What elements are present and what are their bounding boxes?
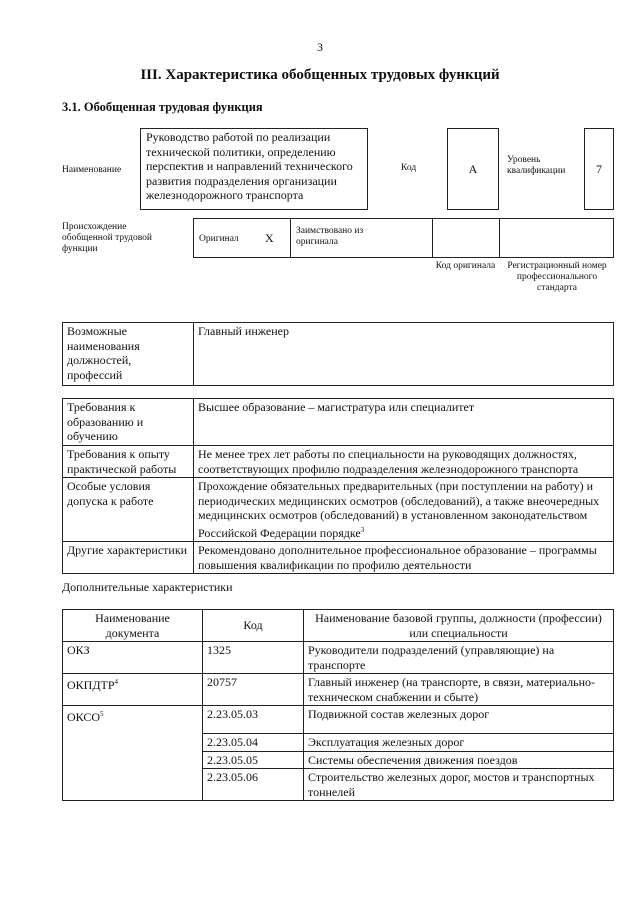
req-value: Рекомендовано дополнительное профессиональное образование – программы повышения квалификации по профилю деятельности: [194, 542, 614, 574]
page-title: III. Характеристика обобщенных трудовых функций: [140, 67, 500, 83]
name-cell: Строительство железных дорог, мостов и транспортных тоннелей: [304, 769, 614, 801]
code-cell: 1325: [203, 642, 304, 674]
name-cell: Эксплуатация железных дорог: [304, 734, 614, 752]
positions-table: [62, 322, 614, 386]
name-cell: Главный инженер (на транспорте, в связи, материально-техническом снабжении и сбыте): [304, 674, 614, 706]
header-cell: Код: [203, 610, 304, 642]
header-cell: Наименование базовой группы, должности (профессии) или специальности: [304, 610, 614, 642]
doc-cell: ОКПДТР$^4$: [63, 674, 203, 706]
req-value: Не менее трех лет работы по специальности на руководящих должностях, соответствующих профилю подразделения железнодорожного транспорта: [194, 446, 614, 478]
name-cell: Системы обеспечения движения поездов: [304, 751, 614, 769]
code-cell: 20757: [203, 674, 304, 706]
origin-row: [193, 218, 614, 258]
additional-title: Дополнительные характеристики: [62, 580, 233, 594]
req-label: Требования к опыту практической работы: [63, 446, 194, 478]
origin-code-caption: Код оригинала: [435, 261, 496, 271]
original-mark: X: [265, 231, 274, 245]
origin-label: Происхождение обобщенной трудовой функции: [62, 222, 152, 254]
level-label: Уровень квалификации: [507, 155, 566, 176]
doc-cell: ОКЗ: [63, 642, 203, 674]
req-value: Прохождение обязательных предварительных (при поступлении на работу) и периодических медицинских осмотров (обследований), а также внеочередных медицинских осмотров (обследований) в установленном законодательством Российской Федерации порядке$^3$: [194, 478, 614, 542]
name-cell: Подвижной состав железных дорог: [304, 706, 614, 734]
name-cell: Руководители подразделений (управляющие) на транспорте: [304, 642, 614, 674]
positions-value: Главный инженер: [194, 323, 614, 386]
code-value: A: [447, 128, 499, 210]
req-label: Другие характеристики: [63, 542, 194, 574]
requirements-table: [62, 398, 614, 574]
code-cell: 2.23.05.05: [203, 751, 304, 769]
req-value: Высшее образование – магистратура или специалитет: [194, 399, 614, 446]
doc-cell: ОКСО$^5$: [63, 706, 203, 801]
additional-table: [62, 609, 614, 801]
header-cell: Наименование документа: [63, 610, 203, 642]
code-cell: 2.23.05.06: [203, 769, 304, 801]
positions-label: Возможные наименования должностей, профессий: [63, 323, 194, 386]
code-cell: 2.23.05.03: [203, 706, 304, 734]
req-label: Особые условия допуска к работе: [63, 478, 194, 542]
borrowed-label: Заимствовано из оригинала: [296, 226, 364, 247]
page-number: 3: [317, 40, 323, 54]
original-label: Оригинал: [199, 234, 239, 244]
section-title: 3.1. Обобщенная трудовая функция: [62, 100, 263, 114]
name-label: Наименование: [62, 165, 122, 175]
req-label: Требования к образованию и обучению: [63, 399, 194, 446]
code-label: Код: [401, 163, 417, 173]
code-cell: 2.23.05.04: [203, 734, 304, 752]
name-value: Руководство работой по реализации технической политики, определению перспектив и направлений технического развития подразделения организации железнодорожного транспорта: [140, 128, 368, 210]
reg-number-caption: Регистрационный номер профессионального стандарта: [507, 261, 607, 293]
level-value: 7: [584, 128, 614, 210]
